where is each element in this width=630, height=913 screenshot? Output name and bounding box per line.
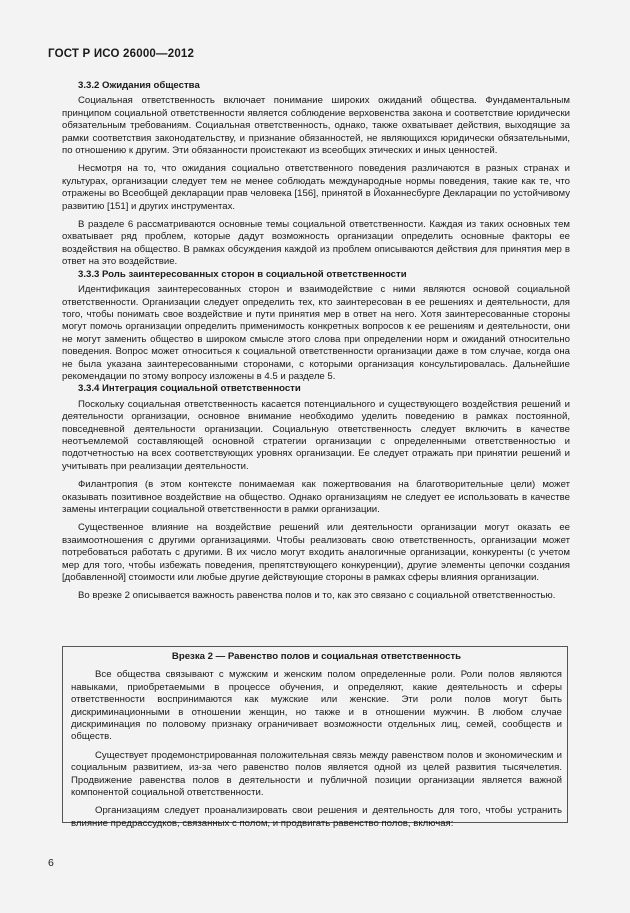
- paragraph: Несмотря на то, что ожидания социально ответственного поведения различаются в разных странах и культурах, организации следует тем не менее соблюдать международные нормы поведения, такие как те, что отражены во Всеобщей декларации прав человека [156], принятой в Йоханнесбурге Декларации по устойчивому развитию [151] и других инструментах.: [62, 163, 570, 212]
- box-paragraph: Организациям следует проанализировать свои решения и деятельность для того, чтобы устранить влияние предрассудков, связанных с полом, и продвигать равенство полов, включая:: [71, 805, 562, 829]
- paragraph: Во врезке 2 описывается важность равенства полов и то, как это связано с социальной ответственностью.: [78, 590, 556, 602]
- document-body: [62, 80, 570, 603]
- paragraph: Поскольку социальная ответственность касается потенциального и существующего воздействия решений и деятельности организации, основное внимание необходимо уделить поведению в рамках постоянной, повседневной деятельности организации. Социальную ответственность следует включить в качестве неотъемлемой составляющей основной стратегии организации с определенными ответственностью и подотчетностью на всех соответствующих уровнях организации. Ее следует отражать при принятии решений и учитывать при реализации деятельности.: [62, 398, 570, 472]
- box-title: Врезка 2 — Равенство полов и социальная ответственность: [171, 651, 462, 662]
- box-paragraph: Все общества связывают с мужским и женским полом определенные роли. Роли полов являются навыками, приобретаемыми в процессе обучения, и определяют, какие деятельность и сферы ответственности воспринимаются как мужские или женские. Эти роли полов могут быть дискриминационными в отношении женщин, но также и в отношении мужчин. В любом случае дискриминация по половому признаку ограничивает возможности отдельных лиц, семей, сообществ и обществ.: [71, 669, 562, 743]
- section-heading-3-3-3: 3.3.3 Роль заинтересованных сторон в социальной ответственности: [78, 268, 407, 280]
- paragraph: Социальная ответственность включает понимание широких ожиданий общества. Фундаментальным принципом социальной ответственности является соблюдение верховенства закона и соответствие юридически обязательным требованиям. Социальная ответственность, однако, также охватывает действия, выходящие за рамки соответствия законодательству, и признание обязанностей, не являющихся юридически обязательными, по отношению к другим. Эти обязанности проистекают из всеобщих этических и иных ценностей.: [62, 95, 570, 157]
- section-heading-3-3-2: 3.3.2 Ожидания общества: [78, 80, 200, 91]
- paragraph: Филантропия (в этом контексте понимаемая как пожертвования на благотворительные цели) может оказывать позитивное воздействие на общество. Однако организациям не следует ее использовать в качестве замены интеграции социальной ответственности в рамки организации.: [62, 479, 570, 515]
- standard-header: ГОСТ Р ИСО 26000—2012: [48, 48, 195, 60]
- paragraph: Идентификация заинтересованных сторон и взаимодействие с ними являются основой социальной ответственности. Организации следует определить тех, кто заинтересован в ее решениях и деятельности, для того, чтобы понимать свое воздействие и пути принятия мер в ответ на него. Хотя заинтересованные стороны могут помочь организации определить применимость конкретных вопросов к ее решениям и деятельности, они не могут заменить общество в широком смысле этого слова при определении норм и ожиданий относительно поведения. Вопрос может относиться к социальной ответственности организации даже в том случае, когда она не была указана заинтересованными сторонами, с которыми организация консультировалась. Дальнейшие рекомендации по этому вопросу изложены в 4.5 и разделе 5.: [62, 284, 570, 382]
- paragraph: В разделе 6 рассматриваются основные темы социальной ответственности. Каждая из таких основных тем охватывает ряд проблем, которые дадут возможность организации определить основные факторы ее воздействия на общество. В рамках обсуждения каждой из проблем описываются действия для принятия мер в ответ на это воздействие.: [62, 219, 570, 268]
- sidebar-box-2: [62, 646, 568, 829]
- paragraph: Существенное влияние на воздействие решений или деятельности организации могут оказать ее взаимоотношения с другими организациями. Чтобы реализовать свою ответственность, организации может потребоваться работать с другими. В их число могут входить аналогичные организации, конкуренты (с учетом мер для того, чтобы избежать поведения, препятствующего конкуренции), другие элементы цепочки создания [добавленной] стоимости или любые другие действующие стороны в рамках сферы влияния организации.: [62, 522, 570, 584]
- box-paragraph: Существует продемонстрированная положительная связь между равенством полов и экономическим и социальным развитием, из-за чего равенство полов является одной из целей развития тысячелетия. Продвижение равенства полов в деятельности и публичной позиции организации является важной компонентой социальной ответственности.: [71, 749, 562, 799]
- section-heading-3-3-4: 3.3.4 Интеграция социальной ответственности: [78, 383, 301, 395]
- page-number: 6: [48, 857, 54, 869]
